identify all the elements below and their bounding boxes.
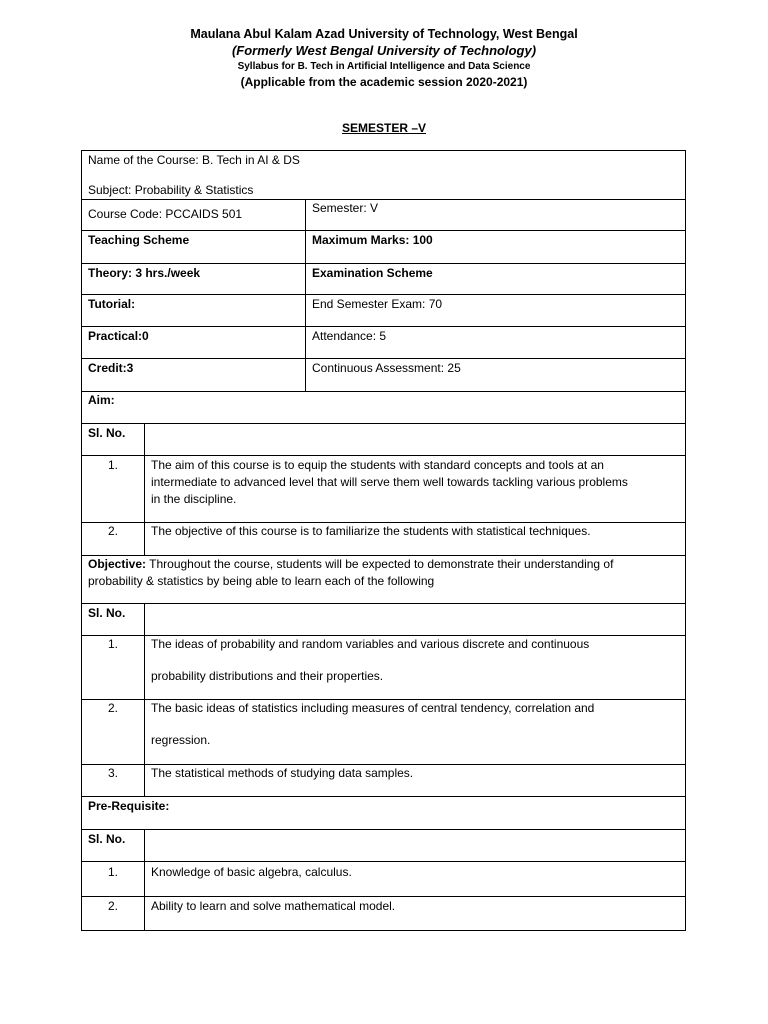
prerequisite-item-text: Ability to learn and solve mathematical model. (144, 897, 685, 930)
attendance: Attendance: 5 (305, 327, 685, 358)
semester-heading: SEMESTER –V (341, 121, 427, 135)
document-header (0, 26, 768, 90)
theory-row (81, 264, 686, 295)
objective-row (81, 556, 686, 604)
sl-no-header: Sl. No. (88, 426, 126, 440)
aim-label: Aim: (88, 393, 115, 407)
prerequisite-label: Pre-Requisite: (88, 799, 170, 813)
prerequisite-sl-header-row (81, 830, 686, 862)
credit-row (81, 359, 686, 392)
objective-item-text: The statistical methods of studying data samples. (144, 765, 685, 796)
course-semester: Semester: V (305, 200, 685, 230)
aim-sl-header-row (81, 424, 686, 456)
tutorial: Tutorial: (88, 297, 136, 311)
prerequisite-item-number: 1. (107, 865, 118, 879)
aim-item-text: The objective of this course is to familiarize the students with statistical techniques. (144, 523, 685, 555)
objective-item-text: The ideas of probability and random variables and various discrete and continuous probability distributions and their properties. (144, 636, 685, 699)
end-semester-exam: End Semester Exam: 70 (305, 295, 685, 326)
objective-item-text: The basic ideas of statistics including measures of central tendency, correlation and regression. (144, 700, 685, 764)
prerequisite-item-row (81, 897, 686, 931)
former-name: (Formerly West Bengal University of Technology) (231, 43, 537, 58)
prerequisite-row (81, 797, 686, 830)
course-name-row (81, 150, 686, 200)
objective-item-number: 3. (107, 766, 118, 780)
prerequisite-item-number: 2. (107, 899, 118, 913)
course-code: Course Code: PCCAIDS 501 (88, 207, 243, 221)
prerequisite-item-row (81, 862, 686, 897)
objective-item-row (81, 636, 686, 700)
course-name: Name of the Course: B. Tech in AI & DS (88, 153, 300, 167)
course-subject: Subject: Probability & Statistics (88, 183, 254, 197)
continuous-assessment: Continuous Assessment: 25 (305, 359, 685, 391)
tutorial-row (81, 295, 686, 327)
teaching-scheme: Teaching Scheme (88, 233, 190, 247)
aim-item-row (81, 523, 686, 556)
theory-hours: Theory: 3 hrs./week (88, 266, 201, 280)
maximum-marks: Maximum Marks: 100 (305, 231, 685, 263)
aim-item-number: 2. (107, 524, 118, 538)
practical-row (81, 327, 686, 359)
prerequisite-item-text: Knowledge of basic algebra, calculus. (144, 862, 685, 896)
credit: Credit:3 (88, 361, 134, 375)
objective-item-number: 1. (107, 637, 118, 651)
aim-item-text: The aim of this course is to equip the students with standard concepts and tools at an intermediate to advanced level that will serve them well towards tackling various problems in the discipline. (144, 456, 685, 522)
sl-no-header: Sl. No. (88, 606, 126, 620)
aim-row (81, 392, 686, 424)
course-code-row (81, 200, 686, 231)
sl-no-header: Sl. No. (88, 832, 126, 846)
objective-text: Objective: Throughout the course, students will be expected to demonstrate their understanding of probability & statistics by being able to learn each of the following (88, 557, 614, 588)
teaching-scheme-row (81, 231, 686, 264)
session-note: (Applicable from the academic session 2020-2021) (240, 75, 528, 89)
university-name: Maulana Abul Kalam Azad University of Technology, West Bengal (190, 27, 578, 41)
aim-item-number: 1. (107, 458, 118, 472)
objective-item-row (81, 700, 686, 765)
examination-scheme: Examination Scheme (305, 264, 685, 294)
objective-label: Objective: (88, 557, 147, 571)
objective-item-row (81, 765, 686, 797)
practical: Practical:0 (88, 329, 149, 343)
objective-item-number: 2. (107, 701, 118, 715)
syllabus-title: Syllabus for B. Tech in Artificial Intelligence and Data Science (237, 61, 531, 72)
aim-item-row (81, 456, 686, 523)
objective-sl-header-row (81, 604, 686, 636)
